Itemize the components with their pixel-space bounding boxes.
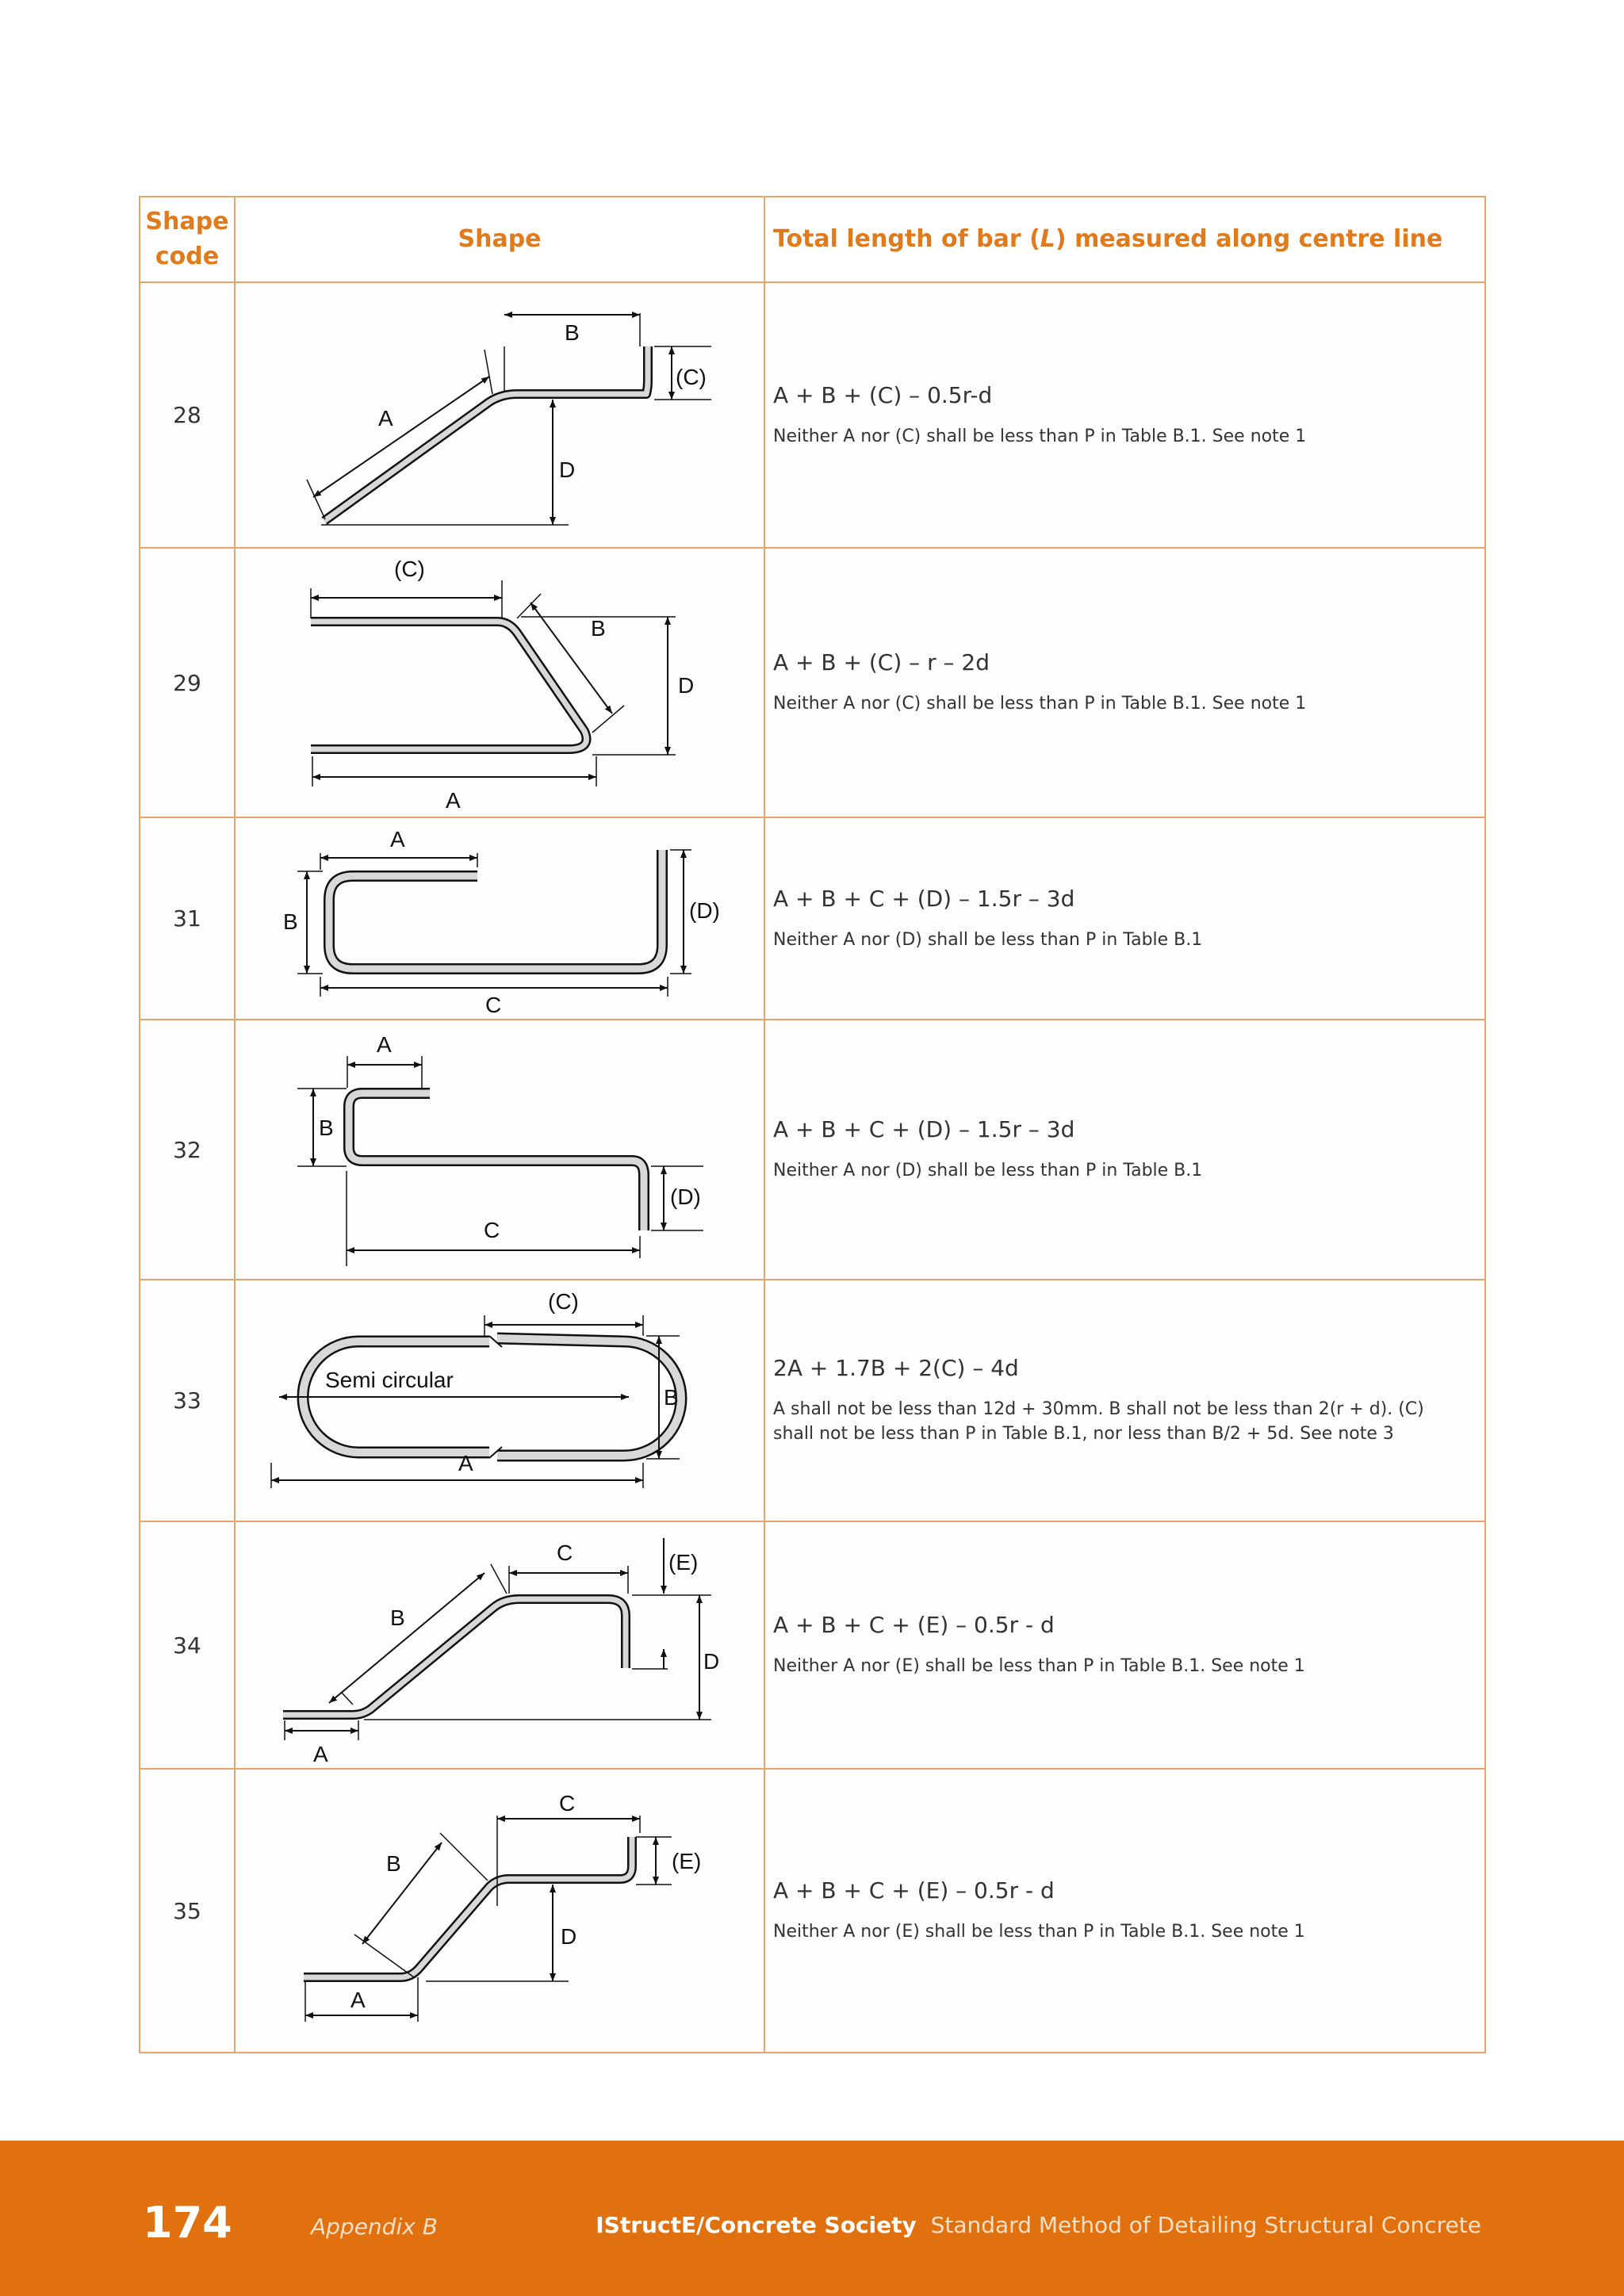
- label-c: C: [559, 1791, 576, 1816]
- length-description: [764, 548, 1485, 817]
- length-formula: A + B + C + (E) – 0.5r - d: [773, 1612, 1055, 1638]
- table-row: [140, 1280, 1485, 1521]
- label-c: (C): [394, 557, 425, 581]
- book-title: [596, 2212, 1481, 2238]
- length-description: [764, 282, 1485, 548]
- label-a: A: [446, 788, 461, 813]
- table-row: [140, 282, 1485, 548]
- bar-shape-33-diagram: [236, 1280, 764, 1521]
- label-d: D: [678, 673, 695, 698]
- length-description: [764, 1020, 1485, 1280]
- length-note: Neither A nor (E) shall be less than P in Table B.1. See note 1: [773, 1922, 1305, 1942]
- label-d: D: [561, 1924, 577, 1949]
- length-note: Neither A nor (C) shall be less than P in Table B.1. See note 1: [773, 694, 1307, 714]
- bar-shape-34-diagram: [236, 1522, 764, 1768]
- book-title-text: Standard Method of Detailing Structural Concrete: [930, 2212, 1481, 2238]
- label-b: B: [390, 1605, 405, 1630]
- bar-shape-35-diagram: [236, 1770, 764, 2052]
- table-row: [140, 1521, 1485, 1769]
- label-b: B: [319, 1115, 334, 1140]
- label-e: (E): [668, 1550, 699, 1575]
- publisher-name: IStructE/Concrete Society: [596, 2212, 917, 2238]
- label-semi-circular: Semi circular: [325, 1368, 454, 1392]
- section-label: Appendix B: [311, 2214, 438, 2240]
- length-note: Neither A nor (D) shall be less than P in Table B.1: [773, 1161, 1203, 1181]
- table-row: [140, 1020, 1485, 1280]
- shape-code: 33: [140, 1280, 235, 1521]
- table-row: [140, 817, 1485, 1020]
- shape-diagram-29: [235, 548, 764, 817]
- bar-shape-31-diagram: [236, 818, 764, 1019]
- shape-code: 29: [140, 548, 235, 817]
- bar-shape-32-diagram: [236, 1020, 764, 1279]
- shape-code: 34: [140, 1521, 235, 1769]
- header-shape-code: Shape code: [140, 197, 235, 282]
- label-b: B: [386, 1851, 401, 1876]
- label-e: (E): [672, 1849, 702, 1873]
- shape-diagram-28: [235, 282, 764, 548]
- length-note: Neither A nor (C) shall be less than P in Table B.1. See note 1: [773, 426, 1307, 446]
- length-formula: A + B + (C) – 0.5r-d: [773, 381, 993, 408]
- label-d: D: [703, 1649, 720, 1674]
- label-c: C: [557, 1540, 573, 1565]
- length-formula: A + B + C + (D) – 1.5r – 3d: [773, 885, 1075, 912]
- table-row: [140, 1769, 1485, 2053]
- label-a: A: [378, 406, 393, 430]
- shape-code: 28: [140, 282, 235, 548]
- length-formula: A + B + C + (E) – 0.5r - d: [773, 1877, 1055, 1904]
- length-formula: A + B + (C) – r – 2d: [773, 649, 990, 675]
- table-header-row: [140, 197, 1485, 282]
- label-a: A: [458, 1451, 473, 1475]
- shape-diagram-31: [235, 817, 764, 1020]
- page-footer: [0, 2141, 1624, 2296]
- length-note: A shall not be less than 12d + 30mm. B shall not be less than 2(r + d). (C) shall not be less than P in Table B.1, nor less than B/2 + 5d. See note 3: [773, 1399, 1424, 1444]
- shape-diagram-35: [235, 1769, 764, 2053]
- length-description: [764, 1769, 1485, 2053]
- shape-code: 32: [140, 1020, 235, 1280]
- shape-code-table: [139, 196, 1486, 2053]
- length-note: Neither A nor (E) shall be less than P in Table B.1. See note 1: [773, 1656, 1305, 1676]
- label-c: C: [485, 993, 502, 1017]
- shape-code: 31: [140, 817, 235, 1020]
- label-b: B: [664, 1385, 679, 1410]
- length-description: [764, 1521, 1485, 1769]
- label-b: B: [591, 616, 606, 641]
- length-formula: A + B + C + (D) – 1.5r – 3d: [773, 1116, 1075, 1142]
- label-a: A: [313, 1742, 328, 1766]
- bar-shape-28-diagram: [236, 283, 764, 547]
- label-d: D: [559, 457, 576, 482]
- length-description: [764, 817, 1485, 1020]
- header-total-length: Total length of bar (L) measured along centre line: [764, 197, 1485, 282]
- header-shape: Shape: [235, 197, 764, 282]
- label-b: B: [283, 909, 298, 934]
- page-number: 174: [143, 2198, 232, 2248]
- length-description: [764, 1280, 1485, 1521]
- shape-diagram-33: [235, 1280, 764, 1521]
- label-b: B: [565, 320, 580, 345]
- label-a: A: [377, 1032, 392, 1057]
- shape-diagram-34: [235, 1521, 764, 1769]
- table-row: [140, 548, 1485, 817]
- label-a: A: [350, 1988, 366, 2012]
- label-c: C: [484, 1218, 500, 1242]
- shape-diagram-32: [235, 1020, 764, 1280]
- bar-shape-29-diagram: [236, 549, 764, 817]
- label-d: (D): [670, 1184, 701, 1209]
- length-note: Neither A nor (D) shall be less than P in Table B.1: [773, 929, 1203, 950]
- label-d: (D): [689, 898, 720, 923]
- label-c: (C): [548, 1289, 579, 1314]
- length-formula: 2A + 1.7B + 2(C) – 4d: [773, 1355, 1019, 1381]
- shape-code: 35: [140, 1769, 235, 2053]
- label-c: (C): [676, 365, 707, 389]
- label-a: A: [390, 827, 405, 851]
